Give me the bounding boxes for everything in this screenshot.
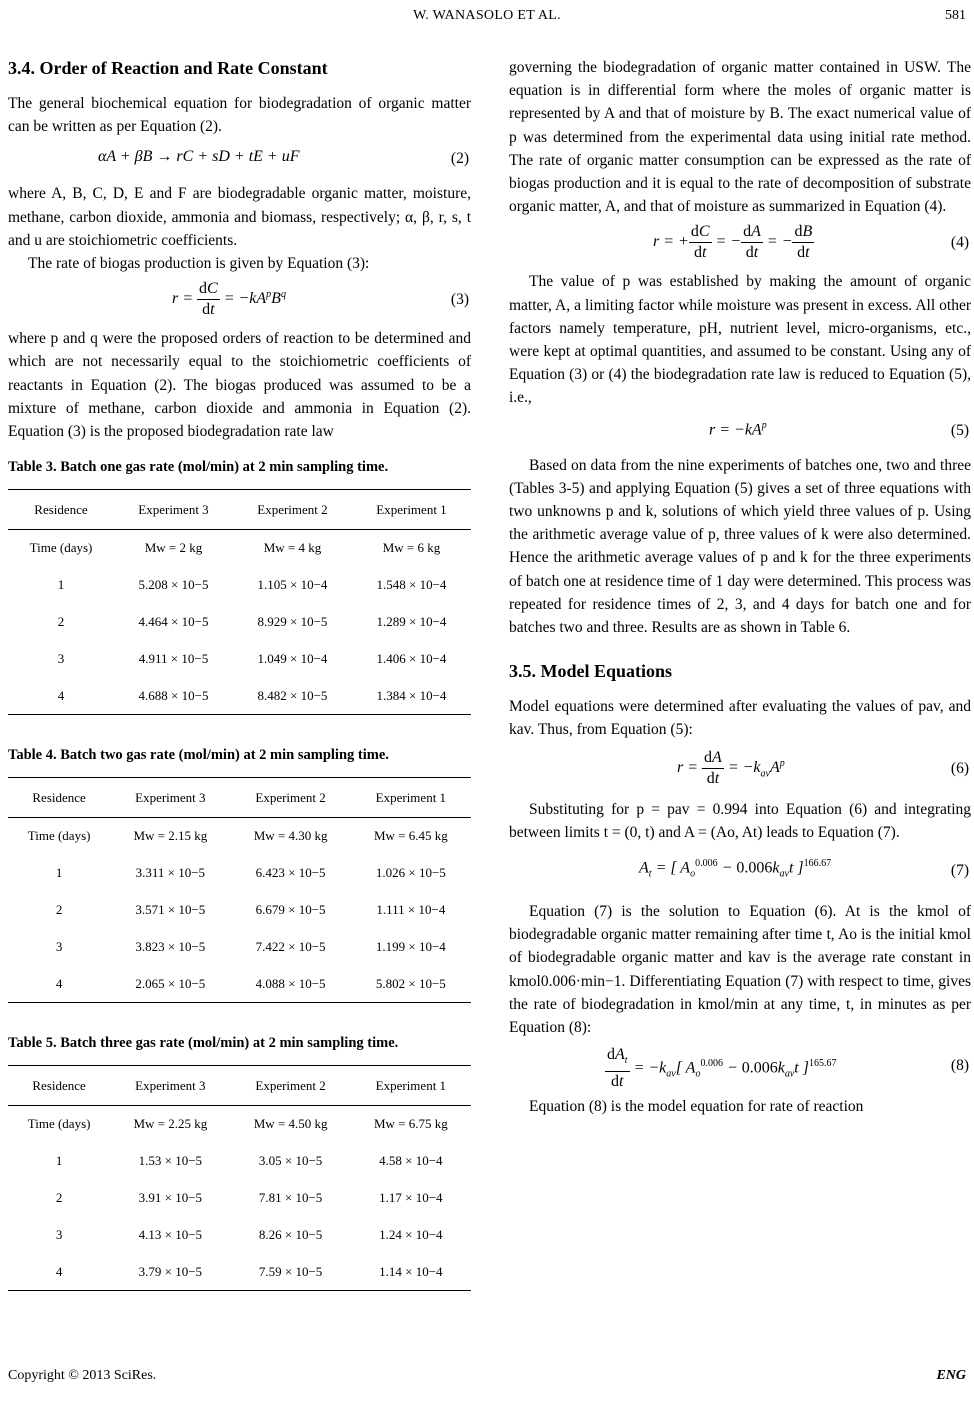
column-header: Experiment 2 <box>230 1066 350 1106</box>
table-cell: 7.59 × 10−5 <box>230 1254 350 1291</box>
paragraph: where p and q were the proposed orders of reaction to be determined and which are not necessarily equal to the stoichiometric coefficients of reactants in Equation (2). The biogas produced was assumed to be a mixture of methane, carbon dioxide and ammonia in Equation (2). Equation (3) is the proposed biodegradation rate law <box>8 330 471 441</box>
equation-number: (4) <box>950 234 969 252</box>
table-cell: 8.482 × 10−5 <box>233 678 352 715</box>
table-cell: Mw = 2 kg <box>144 540 203 556</box>
column-header: Experiment 1 <box>352 490 471 530</box>
paragraph: governing the biodegradation of organic matter contained in USW. The equation is in differential form where the moles of organic matter is represented by A and that of moisture by B. The exact numerical value of p was determined from the experimental data using initial rate method. The rate of organic matter consumption can be expressed as the rate of biogas production and it is equal to the rate of decomposition of substrate organic matter, A, and that of moisture as summarized in Equation (4). <box>509 59 971 216</box>
page-number: 581 <box>945 8 966 23</box>
table-cell: 2 <box>57 614 65 630</box>
table-caption: Table 3. Batch one gas rate (mol/min) at 2 min sampling time. <box>8 459 389 476</box>
table-cell: 1.026 × 10−5 <box>375 865 446 881</box>
equation-3-expression: r = $\frac{dC}{dt}$ = $-kA^pB^q$ <box>172 280 286 319</box>
table-cell: 1 <box>55 1153 63 1169</box>
section-3-5-title: 3.5. Model Equations <box>509 661 673 682</box>
header-authors: W. WANASOLO ET AL. <box>413 8 561 23</box>
column-header: Residence <box>8 778 110 818</box>
equation-number: (8) <box>950 1057 969 1075</box>
equation-number: (3) <box>450 291 469 309</box>
table-cell: Mw = 4.30 kg <box>253 828 328 844</box>
paragraph: where A, B, C, D, E and F are biodegradable organic matter, moisture, methane, carbon dioxide, ammonia and biomass, respectively; α, β, r, s, t and u are stoichiometric coefficients. <box>8 185 471 249</box>
table-cell: 1 <box>55 865 63 881</box>
equation-5-expression: $r = -kA^p$ <box>709 419 767 438</box>
column-header: Experiment 3 <box>114 490 233 530</box>
table-cell: Mw = 4 kg <box>263 540 322 556</box>
equation-5 <box>509 410 971 454</box>
table-cell: 4.911 × 10−5 <box>138 651 209 667</box>
table-cell: 3.79 × 10−5 <box>110 1254 230 1291</box>
table-3 <box>8 457 471 715</box>
paragraph: Model equations were determined after evaluating the values of pav, and kav. Thus, from Equation (5): <box>509 698 971 739</box>
table-row <box>8 1180 471 1217</box>
table-cell: 4.13 × 10−5 <box>138 1227 203 1243</box>
table-cell: 1.105 × 10−4 <box>257 577 328 593</box>
table-cell: Time (days) <box>27 1116 91 1132</box>
table-cell: 4.088 × 10−5 <box>230 966 350 1003</box>
table-cell: 3 <box>55 939 63 955</box>
table-cell: 1.111 × 10−4 <box>376 902 446 918</box>
table-cell: 2 <box>55 902 63 918</box>
table-cell: 8.929 × 10−5 <box>257 614 328 630</box>
table-cell: 2 <box>55 1190 63 1206</box>
section-3-4-title: 3.4. Order of Reaction and Rate Constant <box>8 58 328 78</box>
table-cell: Mw = 6 kg <box>382 540 441 556</box>
equation-7 <box>509 844 971 900</box>
paragraph: Equation (8) is the model equation for rate of reaction <box>529 1098 864 1116</box>
table-cell: 1.384 × 10−4 <box>352 678 471 715</box>
table-cell: 6.679 × 10−5 <box>255 902 326 918</box>
journal-name: ENG <box>936 1368 966 1383</box>
table-row <box>8 1254 471 1291</box>
table-cell: 3.91 × 10−5 <box>138 1190 203 1206</box>
table-4 <box>8 745 471 1003</box>
table-cell: Mw = 2.15 kg <box>133 828 208 844</box>
table-cell: 1 <box>57 577 65 593</box>
table-row <box>8 892 471 929</box>
equation-2 <box>8 138 471 182</box>
equation-6-expression: r = $\frac{dA}{dt}$ = $-k_{av}A^p$ <box>677 748 785 787</box>
paragraph: Substituting for p = pav = 0.994 into Equation (6) and integrating between limits t = (0, t) and A = (Ao, At) leads to Equation (7). <box>509 800 971 841</box>
table-cell: 3.05 × 10−5 <box>258 1153 323 1169</box>
column-header: Residence <box>8 490 114 530</box>
column-header: Experiment 3 <box>110 1066 230 1106</box>
table-row <box>8 818 471 855</box>
table-row <box>8 604 471 641</box>
table-cell: 4.688 × 10−5 <box>114 678 233 715</box>
table-cell: 4 <box>8 678 114 715</box>
table-cell: 1.53 × 10−5 <box>138 1153 203 1169</box>
table-cell: Mw = 4.50 kg <box>253 1116 328 1132</box>
table-cell: Mw = 2.25 kg <box>133 1116 208 1132</box>
table-cell: Mw = 6.75 kg <box>373 1116 448 1132</box>
right-column <box>509 56 971 1119</box>
table-cell: 4.464 × 10−5 <box>138 614 209 630</box>
equation-2-expression: αA + βB → rC + sD + tE + uF <box>98 148 300 166</box>
table-cell: 3.823 × 10−5 <box>135 939 206 955</box>
table-cell: 1.049 × 10−4 <box>257 651 328 667</box>
table-cell: 5.208 × 10−5 <box>138 577 209 593</box>
table-cell: 1.199 × 10−4 <box>375 939 446 955</box>
equation-number: (7) <box>950 862 969 880</box>
paragraph: The general biochemical equation for biodegradation of organic matter can be written as per Equation (2). <box>8 95 471 136</box>
equation-8 <box>509 1039 971 1095</box>
table-cell: 4 <box>8 966 110 1003</box>
equation-4 <box>509 218 971 270</box>
table-cell: 4 <box>8 1254 110 1291</box>
copyright-notice: Copyright © 2013 SciRes. <box>8 1368 157 1383</box>
table-cell: 5.802 × 10−5 <box>351 966 471 1003</box>
equation-8-expression: $\frac{dA_t}{dt}$ = $-k_{av}$[ $A_o^{0.006} - 0.006k_{av}t$ ]$^{165.67}$ <box>607 1046 837 1091</box>
column-header: Experiment 1 <box>351 778 471 818</box>
table-row <box>8 678 471 715</box>
table-row <box>8 1143 471 1180</box>
footer <box>0 1368 974 1388</box>
table-row <box>8 641 471 678</box>
equation-number: (6) <box>950 759 969 777</box>
running-header <box>0 8 974 32</box>
paragraph: Based on data from the nine experiments of batches one, two and three (Tables 3-5) and applying Equation (5) gives a set of three equations with two unknowns p and k, solutions of which yield three values of p. Using the arithmetic average value of p, three values of k were also determined. Hence the arithmetic average values of p and k for the three experiments of batch one at residence time of 1 day were determined. This process was repeated for residence times of 2, 3, and 4 days for batch one and for batches two and three. Results are as shown in Table 6. <box>509 456 971 637</box>
table-cell: Time (days) <box>29 540 93 556</box>
column-header: Experiment 2 <box>233 490 352 530</box>
table-row <box>8 567 471 604</box>
paragraph: Equation (7) is the solution to Equation (6). At is the kmol of biodegradable organic matter remaining after time t, Ao is the initial kmol of biodegradable organic matter and kav is the average rate constant in kmol0.006·min−1. Differentiating Equation (7) with respect to time, gives the rate of biodegradation in kmol/min at any time, t, in minutes as per Equation (8): <box>509 903 971 1037</box>
table-cell: 7.422 × 10−5 <box>255 939 326 955</box>
table-cell: 7.81 × 10−5 <box>258 1190 323 1206</box>
table-row <box>8 855 471 892</box>
table-cell: 1.17 × 10−4 <box>379 1190 443 1206</box>
table-cell: 1.289 × 10−4 <box>376 614 447 630</box>
table-5 <box>8 1033 471 1291</box>
table-cell: 8.26 × 10−5 <box>258 1227 323 1243</box>
table-caption: Table 4. Batch two gas rate (mol/min) at 2 min sampling time. <box>8 747 389 764</box>
equation-6 <box>509 742 971 798</box>
equation-4-expression: r = + $\frac{dC}{dt}$ = − $\frac{dA}{dt}$ = − $\frac{dB}{dt}$ <box>653 223 813 262</box>
table-caption: Table 5. Batch three gas rate (mol/min) at 2 min sampling time. <box>8 1035 399 1052</box>
table-row <box>8 966 471 1003</box>
table-cell: 4.58 × 10−4 <box>379 1153 443 1169</box>
equation-number: (2) <box>450 150 469 168</box>
table-cell: 2.065 × 10−5 <box>110 966 230 1003</box>
column-header: Experiment 1 <box>351 1066 471 1106</box>
table-cell: 3 <box>57 651 65 667</box>
table-row <box>8 1217 471 1254</box>
table-cell: 1.14 × 10−4 <box>351 1254 471 1291</box>
table-row <box>8 929 471 966</box>
paragraph: The rate of biogas production is given by Equation (3): <box>28 255 370 273</box>
column-header: Residence <box>8 1066 110 1106</box>
table-cell: 1.406 × 10−4 <box>376 651 447 667</box>
table-cell: 1.548 × 10−4 <box>376 577 447 593</box>
table-cell: 1.24 × 10−4 <box>379 1227 443 1243</box>
table-cell: 3.571 × 10−5 <box>135 902 206 918</box>
equation-3 <box>8 275 471 327</box>
column-header: Experiment 2 <box>230 778 350 818</box>
left-column <box>8 56 471 1291</box>
table-cell: Time (days) <box>27 828 91 844</box>
table-row <box>8 530 471 567</box>
table-cell: 3.311 × 10−5 <box>135 865 206 881</box>
table-row <box>8 1106 471 1143</box>
equation-number: (5) <box>950 421 969 439</box>
table-cell: 6.423 × 10−5 <box>255 865 326 881</box>
table-cell: Mw = 6.45 kg <box>373 828 448 844</box>
paragraph: The value of p was established by making the amount of organic matter, A, a limiting factor while moisture was present in excess. All other factors namely temperature, pH, nutrient level, micro-organisms, etc., were kept at optimal quantities, and assumed to be constant. Using any of Equation (3) or (4) the biodegradation rate law is reduced to Equation (5), i.e., <box>509 273 971 407</box>
table-cell: 3 <box>55 1227 63 1243</box>
equation-7-expression: $A_t$ = [ $A_o^{0.006} - 0.006k_{av}t$ ]$^{166.67}$ <box>639 858 832 880</box>
column-header: Experiment 3 <box>110 778 230 818</box>
